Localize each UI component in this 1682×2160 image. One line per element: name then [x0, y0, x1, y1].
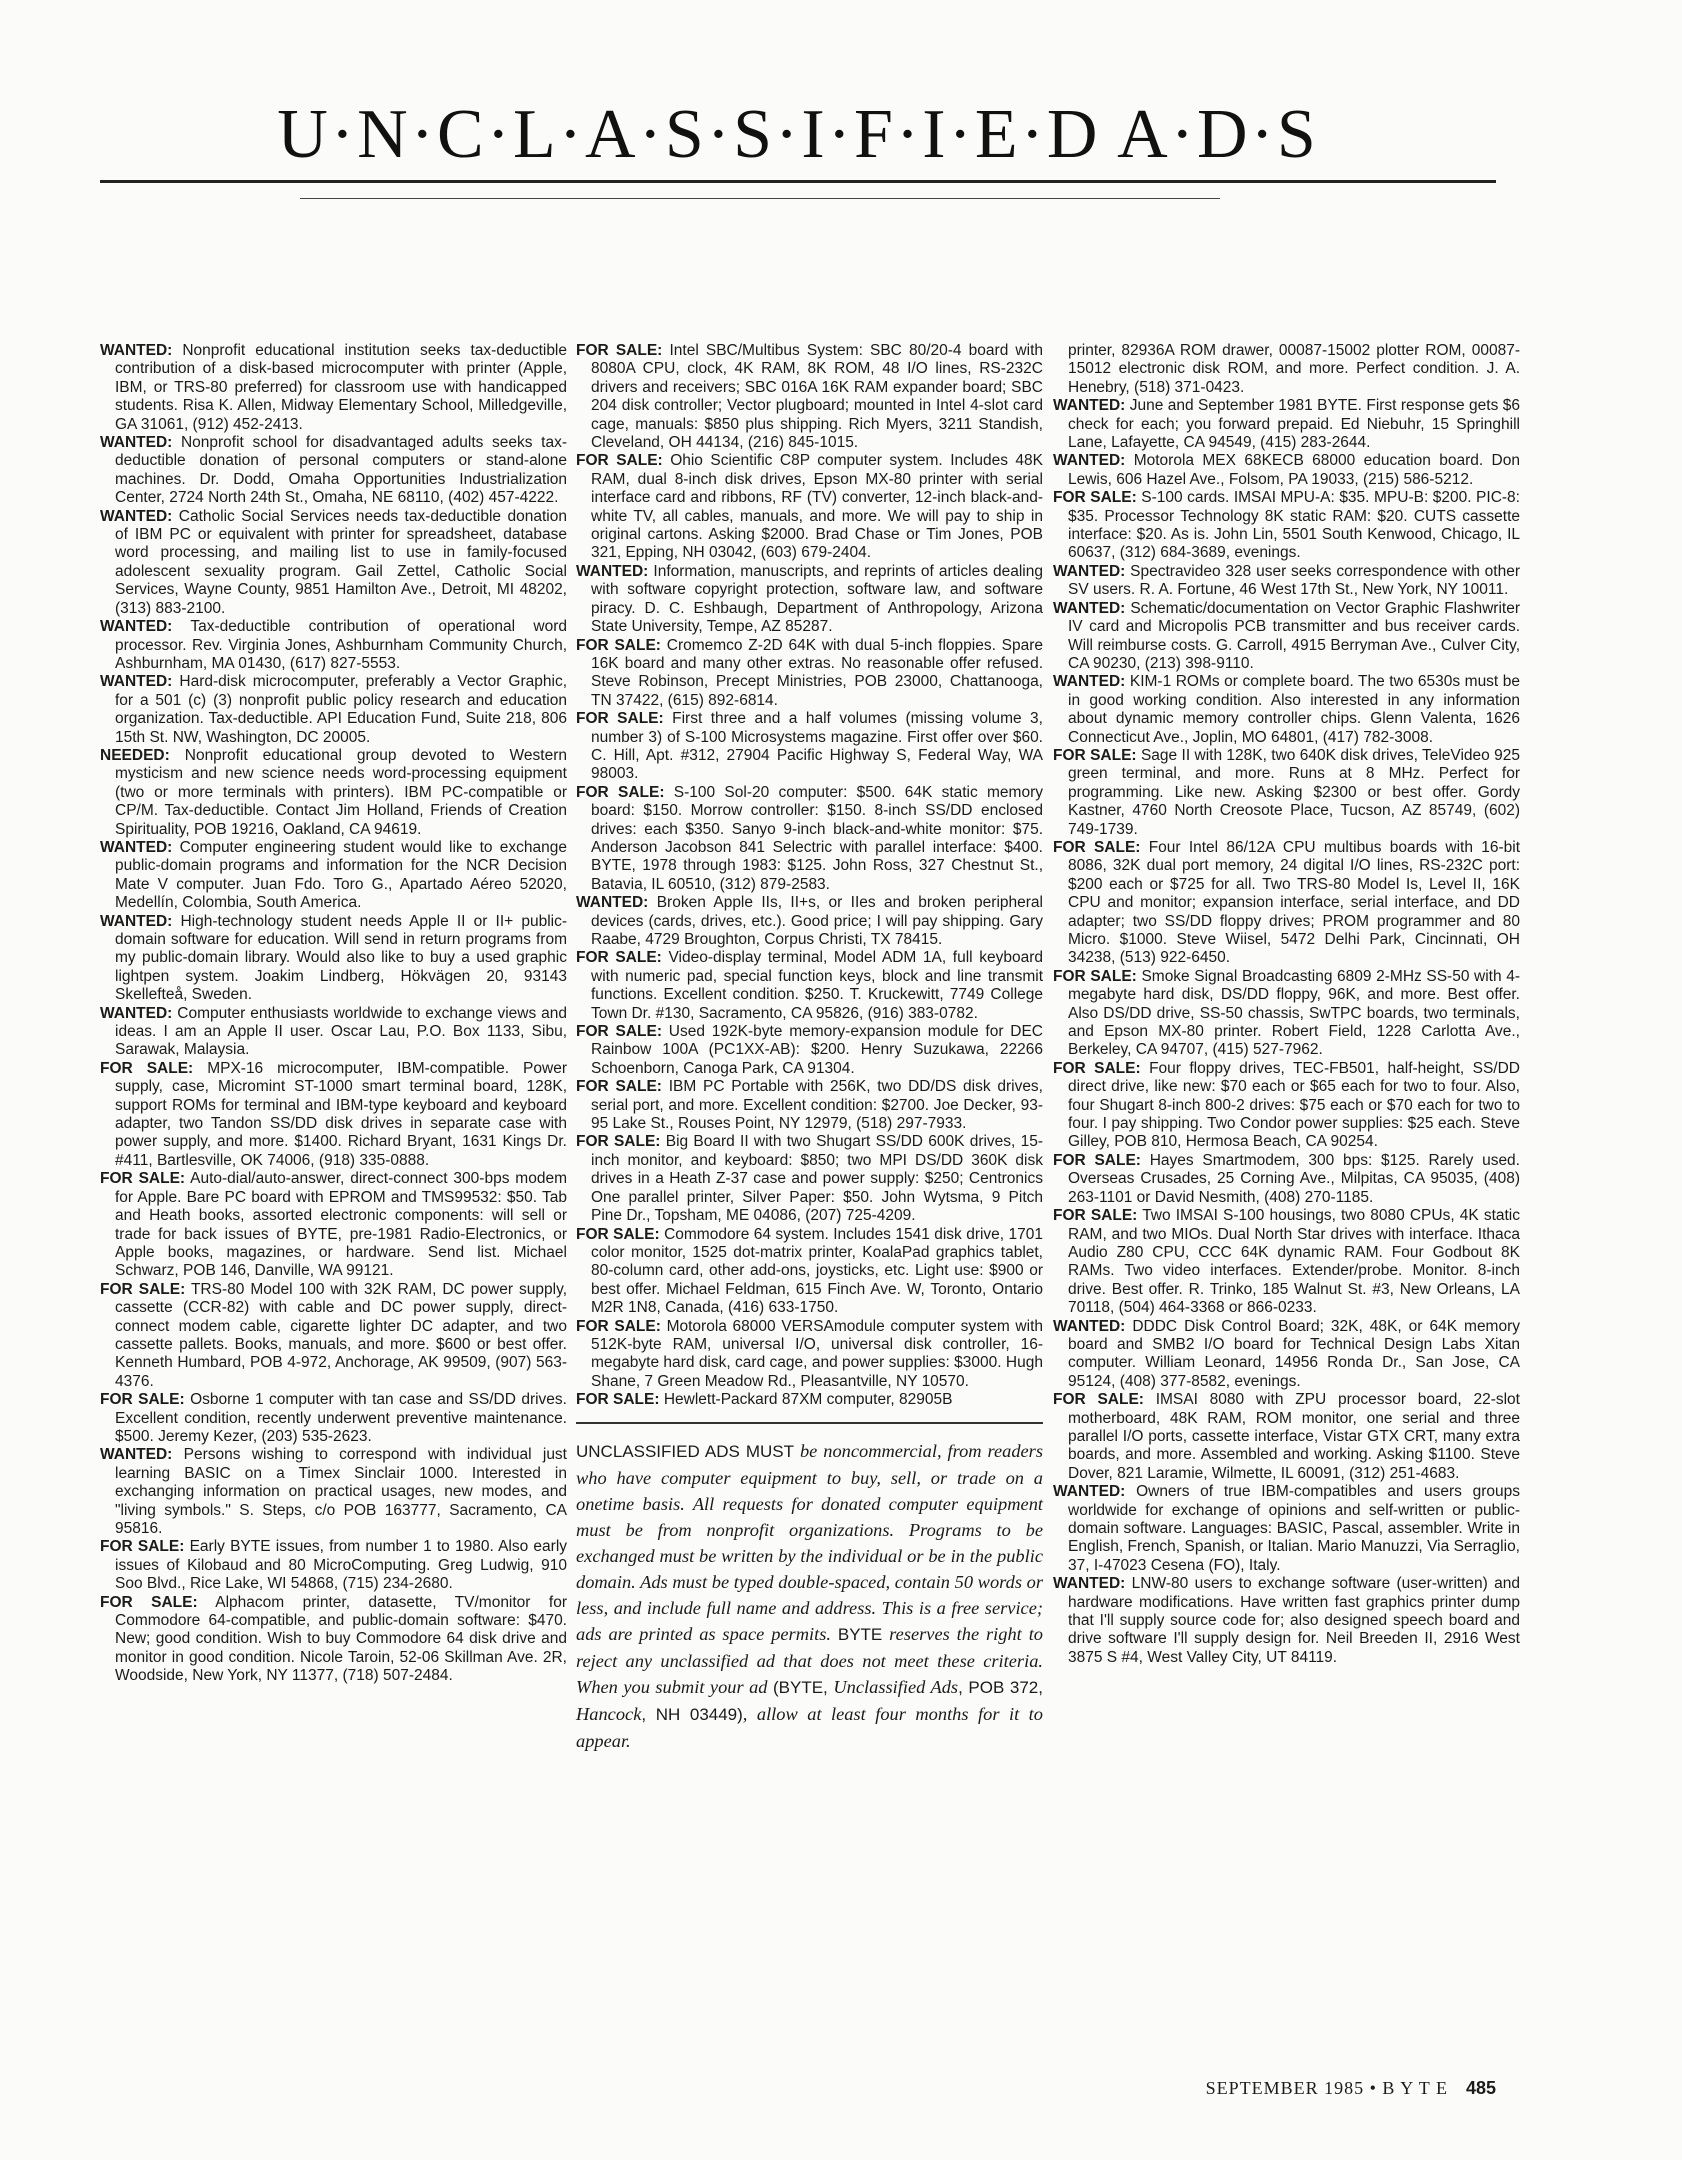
classified-ad — [576, 563, 1043, 637]
ad-text: IBM PC Portable with 256K, two DD/DS disk drives, serial port, and more. Excellent condition: $2700. Joe Decker, 93-95 Lake St., Rouses Point, NY 12979, (518) 297-7933. — [591, 1078, 1043, 1133]
ad-type-label: WANTED: — [100, 912, 173, 930]
classified-ad — [1053, 1483, 1520, 1575]
ad-text: Hewlett-Packard 87XM computer, 82905B — [663, 1391, 953, 1409]
ad-text: S-100 Sol-20 computer: $500. 64K static memory board: $150. Morrow controller: $150. 8-inch SS/DD enclosed drives: each $350. Sanyo 9-inch black-and-white monitor: $75. Anderson Jacobson 841 Selectric with parallel interface: $400. BYTE, 1978 through 1983: $125. John Ross, 327 Chestnut St., Batavia, IL 60510, (312) 879-2583. — [591, 783, 1043, 893]
ads-column-1 — [100, 342, 567, 1686]
ad-text: Computer engineering student would like to exchange public-domain programs and information for the NCR Decision Mate V computer. Juan Fdo. Toro G., Apartado Aéreo 52020, Medellín, Colombia, South America. — [115, 838, 567, 912]
ad-type-label: WANTED: — [100, 434, 173, 452]
classified-ad — [100, 1281, 567, 1391]
ad-text: LNW-80 users to exchange software (user-written) and hardware modifications. Have written fast graphics printer dump that I'll supply source code for; also designed speech board and drive software I'll supply design for. Neil Breeden II, 2916 West 3875 S #4, West Valley City, UT 84119. — [1068, 1575, 1521, 1666]
notice-address-1: (BYTE, — [772, 1677, 834, 1697]
ad-type-label: FOR SALE: — [100, 1059, 194, 1077]
ad-type-label: WANTED: — [576, 894, 649, 912]
ad-text: Broken Apple IIs, II+s, or IIes and broken peripheral devices (cards, drives, etc.). Good price; I will pay shipping. Gary Raabe, 4729 Broughton, Corpus Christi, TX 78415. — [591, 894, 1043, 948]
ad-type-label: FOR SALE: — [1053, 1207, 1138, 1225]
classified-ad — [576, 342, 1043, 452]
ad-type-label: FOR SALE: — [100, 1538, 185, 1556]
classified-ad — [100, 1005, 567, 1060]
ad-type-label: FOR SALE: — [1053, 489, 1137, 507]
ad-text: Smoke Signal Broadcasting 6809 2-MHz SS-50 with 4-megabyte hard disk, DS/DD floppy, 96K, and more. Best offer. Also DS/DD drive, SS-50 chassis, SwTPC boards, two terminals, and Epson MX-80 printer. Robert Field, 1228 Carlotta Ave., Berkeley, CA 94707, (415) 527-7962. — [1068, 967, 1520, 1059]
submission-notice — [576, 1438, 1043, 1754]
ad-text: Video-display terminal, Model ADM 1A, full keyboard with numeric pad, special function keys, block and line transmit functions. Excellent condition. $250. T. Kruckewitt, 7749 College Town Dr. #130, Sacramento, CA 95826, (916) 383-0782. — [591, 949, 1044, 1022]
ad-text: Computer enthusiasts worldwide to exchange views and ideas. I am an Apple II user. Oscar Lau, P.O. Box 1133, Sibu, Sarawak, Malaysia. — [115, 1004, 567, 1059]
ad-type-label: FOR SALE: — [100, 1391, 185, 1409]
classified-ad — [1053, 839, 1520, 968]
ad-type-label: FOR SALE: — [576, 710, 664, 728]
ad-text: Nonprofit school for disadvantaged adults seeks tax-deductible donation of personal computers or stand-alone machines. Dr. Dodd, Omaha Opportunities Industrialization Center, 2724 North 24th St., Omaha, NE 68110, (402) 457-4222. — [115, 434, 567, 507]
ad-type-label: FOR SALE: — [576, 1317, 661, 1335]
notice-rule — [576, 1422, 1043, 1424]
page-footer — [1000, 2078, 1496, 2099]
ad-type-label: WANTED: — [1053, 599, 1126, 617]
classified-ad — [576, 1318, 1043, 1392]
ad-type-label: FOR SALE: — [1053, 1391, 1144, 1409]
ad-type-label: FOR SALE: — [576, 636, 661, 654]
classified-ad — [1053, 1207, 1520, 1317]
classified-ad — [1053, 1152, 1520, 1207]
ads-column-2 — [576, 342, 1043, 1754]
ad-text: Schematic/documentation on Vector Graphic Flashwriter IV card and Micropolis PCB transmitter and bus receiver cards. Will reimburse costs. G. Carroll, 4915 Berryman Ave., Culver City, CA 90230, (213) 398-9110. — [1068, 599, 1520, 672]
ad-type-label: WANTED: — [100, 1004, 173, 1022]
classified-ad — [100, 1594, 567, 1686]
ad-type-label: WANTED: — [100, 342, 173, 359]
classified-ad — [1053, 1575, 1520, 1667]
classified-ad — [1053, 1391, 1520, 1483]
ad-text: Big Board II with two Shugart SS/DD 600K drives, 15-inch monitor, and keyboard: $850; two MPI DS/DD 360K disk drives in a Heath Z-37 case and power supply: $250; Centronics One parallel printer, Silver Paper: $50. John Wytsma, 9 Pitch Pine Dr., Topsham, ME 04086, (207) 725-4209. — [591, 1133, 1044, 1225]
notice-lead: UNCLASSIFIED ADS MUST — [576, 1441, 795, 1461]
ad-type-label: WANTED: — [1053, 397, 1126, 415]
ad-text: Information, manuscripts, and reprints of articles dealing with software copyright protection, software law, and software piracy. D. C. Eshbaugh, Department of Anthropology, Arizona State University, Tempe, AZ 85287. — [591, 562, 1043, 636]
classified-ad — [576, 637, 1043, 711]
ad-type-label: FOR SALE: — [1053, 746, 1137, 764]
ad-type-label: WANTED: — [576, 562, 649, 580]
ad-type-label: WANTED: — [100, 1446, 173, 1464]
classified-ad — [100, 747, 567, 839]
notice-address-3: , POB 372, — [958, 1677, 1043, 1697]
classified-ad — [1053, 489, 1520, 563]
ad-type-label: FOR SALE: — [576, 342, 663, 359]
ad-type-label: WANTED: — [1053, 452, 1126, 470]
issue-date: SEPTEMBER 1985 • B Y T E — [1205, 2078, 1448, 2098]
notice-part2: reserves the right to reject any unclassified ad that does not meet these criteria. When you submit your ad — [576, 1623, 1043, 1697]
ad-type-label: WANTED: — [100, 838, 173, 856]
ad-text: Nonprofit educational group devoted to Western mysticism and new science needs word-processing equipment (two or more terminals with printers). IBM PC-compatible or CP/M. Tax-deductible. Contact Jim Holland, Friends of Creation Spirituality, POB 19216, Oakland, CA 94619. — [115, 746, 567, 838]
page-title: U·N·C·L·A·S·S·I·F·I·E·D A·D·S — [277, 96, 1319, 173]
ad-text: Alphacom printer, datasette, TV/monitor for Commodore 64-compatible, and public-domain software: $470. New; good condition. Wish to buy Commodore 64 disk drive and monitor in good condition. Nicole Taroin, 52-06 Skillman Ave. 2R, Woodside, New York, NY 11377, (718) 507-2484. — [115, 1593, 567, 1685]
ad-type-label: FOR SALE: — [1053, 1151, 1141, 1169]
ad-type-label: FOR SALE: — [576, 949, 662, 967]
ad-type-label: WANTED: — [1053, 1483, 1126, 1501]
classified-ad — [576, 1078, 1043, 1133]
ads-column-2-list — [576, 342, 1043, 1410]
classified-ad — [100, 1446, 567, 1538]
ad-type-label: FOR SALE: — [576, 452, 663, 470]
notice-part3: , allow at least four months for it to appear. — [576, 1703, 1043, 1751]
page-number: 485 — [1465, 2078, 1496, 2098]
classified-ad — [576, 452, 1043, 562]
classified-ad — [1053, 342, 1520, 397]
ad-text: Spectravideo 328 user seeks correspondence with other SV users. R. A. Fortune, 46 West 17th St., New York, NY 10011. — [1068, 562, 1520, 599]
notice-byte: BYTE — [837, 1624, 883, 1644]
ad-type-label: FOR SALE: — [100, 1170, 186, 1188]
ad-text: Used 192K-byte memory-expansion module for DEC Rainbow 100A (PC1XX-AB): $200. Henry Suzukawa, 22266 Schoenborn, Canoga Park, CA 91304. — [591, 1023, 1044, 1077]
classified-ad — [1053, 968, 1520, 1060]
ad-text: First three and a half volumes (missing volume 3, number 3) of S-100 Microsystems magazine. First offer over $60. C. Hill, Apt. #312, 27904 Pacific Highway S, Federal Way, WA 98003. — [591, 710, 1043, 783]
classified-ad — [100, 673, 567, 747]
ad-text: S-100 cards. IMSAI MPU-A: $35. MPU-B: $200. PIC-8: $35. Processor Technology 8K static RAM: $20. CUTS cassette interface: $20. As is. John Lin, 5501 South Kenwood, Chicago, IL 60637, (312) 684-3689, evenings. — [1068, 489, 1520, 562]
classified-ad — [100, 508, 567, 618]
classified-ad — [100, 342, 567, 434]
classified-ad — [1053, 747, 1520, 839]
ad-text: Four Intel 86/12A CPU multibus boards with 16-bit 8086, 32K dual port memory, 24 digital I/O lines, RS-232C port: $200 each or $725 for all. Two TRS-80 Model Is, Level II, 16K CPU and monitor; expansion interface, serial interface, and DD adapter; two SS/DD floppy drives; PROM programmer and 80 Micro. $1000. Steve Wiisel, 5472 Delhi Park, Cincinnati, OH 34238, (513) 922-6450. — [1068, 838, 1520, 967]
ad-text: Two IMSAI S-100 housings, two 8080 CPUs, 4K static RAM, and two MIOs. Dual North Star drives with interface. Ithaca Audio Z80 CPU, CCC 64K dynamic RAM. Four Godbout 8K RAMs. Two video interfaces. Extender/probe. Monitor. 8-inch drive. Best offer. R. Trinko, 185 Walnut St. #3, New Orleans, LA 70118, (504) 464-3368 or 866-0233. — [1068, 1207, 1520, 1317]
ad-text: Hard-disk microcomputer, preferably a Vector Graphic, for a 501 (c) (3) nonprofit public policy research and education organization. Tax-deductible. API Education Fund, Suite 218, 806 15th St. NW, Washington, DC 20005. — [115, 673, 567, 746]
ad-text: Tax-deductible contribution of operational word processor. Rev. Virginia Jones, Ashburnham Community Church, Ashburnham, MA 01430, (617) 827-5553. — [115, 618, 568, 672]
ad-type-label: WANTED: — [100, 507, 173, 525]
ad-text: Intel SBC/Multibus System: SBC 80/20-4 board with 8080A CPU, clock, 4K RAM, 8K ROM, 48 I/O lines, RS-232C drivers and receivers; SBC 016A 16K RAM expander board; SBC 204 disk controller; Vector plugboard; mounted in Intel 4-slot card cage, manuals: $850 plus shipping. Rich Myers, 3211 Standish, Cleveland, OH 44134, (216) 845-1015. — [591, 342, 1043, 452]
ad-text: Osborne 1 computer with tan case and SS/DD drives. Excellent condition, recently underwent preventive maintenance. $500. Jeremy Kezer, (203) 535-2623. — [115, 1391, 567, 1445]
ad-text: Sage II with 128K, two 640K disk drives, TeleVideo 925 green terminal, and more. Runs at 8 MHz. Perfect for programming. Like new. Asking $2300 or best offer. Gordy Kastner, 4760 North Creosote Place, Tucson, AZ 85749, (602) 749-1739. — [1068, 746, 1521, 838]
classified-ad — [576, 710, 1043, 784]
classified-ad — [576, 1226, 1043, 1318]
classified-ad — [576, 894, 1043, 949]
ad-type-label: FOR SALE: — [100, 1593, 198, 1611]
ad-type-label: FOR SALE: — [576, 1225, 660, 1243]
ad-type-label: WANTED: — [1053, 1317, 1126, 1335]
classified-ad — [100, 1538, 567, 1593]
classified-ad — [1053, 673, 1520, 747]
classified-ad — [1053, 600, 1520, 674]
ad-text: Owners of true IBM-compatibles and users groups worldwide for exchange of opinions and self-written or public-domain software. Languages: BASIC, Pascal, assembler. Write in English, French, Spanish, or Italian. Mario Manuzzi, Via Serraglio, 37, I-47023 Cesena (FO), Italy. — [1068, 1483, 1520, 1574]
classified-ad — [100, 913, 567, 1005]
classified-ad — [100, 839, 567, 913]
ad-text: Auto-dial/auto-answer, direct-connect 300-bps modem for Apple. Bare PC board with EPROM and TMS99532: $50. Tab and Heath books, assorted electronic components: will sell or trade for back issues of BYTE, pre-1981 Radio-Electronics, or Apple books, magazines, or hardware. Send list. Michael Schwarz, POB 146, Danville, WA 99121. — [115, 1170, 567, 1280]
ad-text: IMSAI 8080 with ZPU processor board, 22-slot motherboard, 48K RAM, ROM monitor, one serial and three parallel I/O ports, cassette interface, Vistar GTX CRT, many extra boards, and more. Assembled and working. Asking $1100. Steve Dover, 821 Laramie, Wilmette, IL 60091, (312) 251-4683. — [1068, 1391, 1520, 1482]
ad-text: Nonprofit educational institution seeks tax-deductible contribution of a disk-based microcomputer with printer (Apple, IBM, or TRS-80 preferred) for classroom use with handicapped students. Risa K. Allen, Midway Elementary School, Milledgeville, GA 31061, (912) 452-2413. — [115, 342, 567, 433]
classified-ad — [576, 784, 1043, 894]
ad-type-label: FOR SALE: — [1053, 838, 1141, 856]
ad-text: KIM-1 ROMs or complete board. The two 6530s must be in good working condition. Also interested in any information about dynamic memory controller chips. Glenn Valenta, 1626 Connecticut Ave., Joplin, MO 64801, (417) 782-3008. — [1068, 673, 1520, 746]
ad-text: Persons wishing to correspond with individual just learning BASIC on a Timex Sinclair 1000. Interested in exchanging information on practical usages, new modes, and "living symbols." S. Steps, c/o POB 163777, Sacramento, CA 95816. — [115, 1446, 567, 1537]
classified-ad — [1053, 563, 1520, 600]
ad-text: DDDC Disk Control Board; 32K, 48K, or 64K memory board and SMB2 I/O board for Technical Design Labs Xitan computer. William Leonard, 14956 Ronda Dr., San Jose, CA 95124, (408) 377-8582, evenings. — [1068, 1317, 1521, 1390]
ad-type-label: FOR SALE: — [100, 1280, 186, 1298]
ad-text: TRS-80 Model 100 with 32K RAM, DC power supply, cassette (CCR-82) with cable and DC power supply, direct-connect modem cable, cigarette lighter DC adapter, and two cassette pallets. Books, manuals, and more. $600 or best offer. Kenneth Humbard, POB 4-972, Anchorage, AK 99509, (907) 563-4376. — [115, 1280, 567, 1390]
ad-text: Hayes Smartmodem, 300 bps: $125. Rarely used. Overseas Crusades, 25 Corning Ave., Milpitas, CA 95035, (408) 263-1101 or David Nesmith, (408) 270-1185. — [1068, 1151, 1520, 1206]
notice-address-5: , NH 03449) — [641, 1704, 743, 1724]
ad-text: Ohio Scientific C8P computer system. Includes 48K RAM, dual 8-inch disk drives, Epson MX-80 printer with serial interface card and ribbons, RF (TV) converter, 12-inch black-and-white TV, all cables, manuals, and more. We will pay to ship in original cartons. Asking $2000. Brad Chase or Tim Jones, POB 321, Epping, NH 03042, (603) 679-2404. — [591, 452, 1043, 562]
ad-text: Motorola 68000 VERSAmodule computer system with 512K-byte RAM, universal I/O, universal disk controller, 16-megabyte hard disk, card cage, and power supplies: $3000. Hugh Shane, 7 Green Meadow Rd., Pleasantville, NY 10570. — [591, 1317, 1043, 1390]
classified-ad — [576, 1391, 1043, 1409]
classified-ad — [1053, 452, 1520, 489]
classified-ad — [1053, 1060, 1520, 1152]
classified-ad — [100, 434, 567, 508]
ad-text: June and September 1981 BYTE. First response gets $6 check for each; you forward prepaid. Ed Niebuhr, 15 Springhill Lane, Lafayette, CA 94549, (415) 283-2644. — [1068, 397, 1521, 452]
ad-text: printer, 82936A ROM drawer, 00087-15002 plotter ROM, 00087-15012 electronic disk ROM, and more. Perfect condition. J. A. Henebry, (518) 371-0423. — [1068, 342, 1520, 396]
ad-text: Cromemco Z-2D 64K with dual 5-inch floppies. Spare 16K board and many other extras. No reasonable offer refused. Steve Robinson, Precept Ministries, POB 23000, Chattanooga, TN 37422, (615) 892-6814. — [591, 636, 1044, 709]
ad-type-label: FOR SALE: — [1053, 967, 1137, 985]
classified-ad — [100, 1391, 567, 1446]
classified-ad — [100, 1170, 567, 1280]
title-rule-thin — [300, 198, 1220, 199]
ad-type-label: FOR SALE: — [576, 783, 665, 801]
ad-type-label: FOR SALE: — [576, 1133, 661, 1151]
ad-type-label: WANTED: — [100, 673, 173, 691]
ad-text: Four floppy drives, TEC-FB501, half-height, SS/DD direct drive, like new: $70 each or $65 each for two to four. Also, four Shugart 8-inch 800-2 drives: $75 each or $70 each for two to four. I pay shipping. Two Condor power supplies: $25 each. Steve Gilley, POB 810, Hermosa Beach, CA 90254. — [1068, 1059, 1520, 1151]
ad-type-label: FOR SALE: — [576, 1391, 660, 1409]
ad-text: Early BYTE issues, from number 1 to 1980. Also early issues of Kilobaud and 80 MicroComputing. Greg Ludwig, 910 Soo Blvd., Rice Lake, WI 54868, (715) 234-2680. — [115, 1538, 568, 1593]
ad-text: MPX-16 microcomputer, IBM-compatible. Power supply, case, Micromint ST-1000 smart terminal board, 128K, support ROMs for terminal and IBM-type keyboard and keyboard adapter, two Tandon SS/DD disk drives in separate case with power supply, and more. $1400. Richard Bryant, 1631 Kings Dr. #411, Bartlesville, OK 74006, (918) 335-0888. — [115, 1059, 567, 1169]
ad-text: Motorola MEX 68KECB 68000 education board. Don Lewis, 606 Hazel Ave., Folsom, PA 19033, (215) 586-5212. — [1068, 452, 1520, 488]
ad-type-label: FOR SALE: — [576, 1078, 662, 1096]
classified-ad — [576, 949, 1043, 1023]
classified-ad — [1053, 397, 1520, 452]
ad-type-label: WANTED: — [1053, 562, 1126, 580]
title-rule-thick — [100, 180, 1496, 183]
ad-type-label: FOR SALE: — [576, 1023, 662, 1041]
ad-type-label: NEEDED: — [100, 746, 170, 764]
ad-type-label: WANTED: — [1053, 1575, 1126, 1593]
notice-address-2: Unclassified Ads — [833, 1676, 959, 1697]
ad-type-label: WANTED: — [100, 618, 173, 636]
notice-address-4: Hancock — [576, 1703, 642, 1724]
ad-text: Catholic Social Services needs tax-deductible donation of IBM PC or equivalent with printer for spreadsheet, database word processing, and mailing list to use in family-focused adolescent sexuality program. Gail Zettel, Catholic Social Services, Wayne County, 9851 Hamilton Ave., Detroit, MI 48202, (313) 883-2100. — [115, 507, 567, 617]
ad-type-label: FOR SALE: — [1053, 1059, 1141, 1077]
ad-text: Commodore 64 system. Includes 1541 disk drive, 1701 color monitor, 1525 dot-matrix printer, KoalaPad graphics tablet, 80-column card, other add-ons, joysticks, etc. Light use: $900 or best offer. Michael Feldman, 615 Finch Ave. W, Toronto, Ontario M2R 1N8, Canada, (416) 633-1750. — [591, 1225, 1044, 1317]
ad-text: High-technology student needs Apple II or II+ public-domain software for education. Will send in return programs from my public-domain library. Would also like to buy a used graphic lightpen system. Joakim Lindberg, Hökvägen 20, 93143 Skellefteå, Sweden. — [115, 912, 567, 1004]
ad-type-label: WANTED: — [1053, 673, 1126, 691]
notice-part1: be noncommercial, from readers who have computer equipment to buy, sell, or trade on a onetime basis. All requests for donated computer equipment must be from nonprofit organizations. Programs to be exchanged must be written by the individual or be in the public domain. Ads must be typed double-spaced, contain 50 words or less, and include full name and address. This is a free service; ads are printed as space permits. — [576, 1440, 1043, 1644]
ads-column-3 — [1053, 342, 1520, 1667]
classified-ad — [576, 1133, 1043, 1225]
classified-ad — [100, 1060, 567, 1170]
classified-ad — [1053, 1318, 1520, 1392]
classified-ad — [100, 618, 567, 673]
classified-ad — [576, 1023, 1043, 1078]
